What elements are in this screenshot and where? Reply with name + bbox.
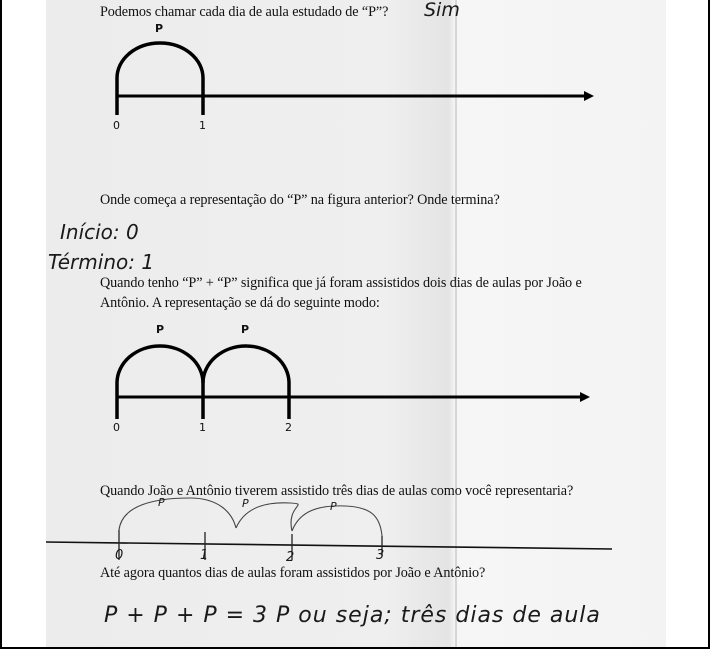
question-3-text-line-1: Quando tenho “P” + “P” significa que já foram assistidos dois dias de aulas por João e [100, 275, 582, 291]
drawing-arc-label-2: P [242, 497, 249, 510]
diagram-1-tick-0: 0 [113, 119, 120, 132]
question-1-text: Podemos chamar cada dia de aula estudado de “P”? [100, 4, 389, 20]
diagram-1-arc-label: P [155, 22, 164, 35]
question-5-handwritten-answer: P + P + P = 3 P ou seja; três dias de aula [104, 603, 601, 628]
diagram-2-tick-1: 1 [199, 421, 206, 434]
question-2-answer-end: Término: 1 [48, 250, 155, 274]
question-5-text: Até agora quantos dias de aulas foram assistidos por João e Antônio? [100, 565, 486, 581]
drawing-tick-0: 0 [115, 548, 124, 563]
diagram-2-tick-0: 0 [113, 421, 120, 434]
drawing-tick-1: 1 [200, 548, 209, 563]
question-3-text-line-2: Antônio. A representação se dá do seguinte modo: [100, 295, 380, 311]
diagram-2-arc-label-1: P [156, 323, 165, 336]
drawing-tick-2: 2 [286, 550, 295, 565]
diagram-2-tick-2: 2 [285, 421, 292, 434]
question-2-text: Onde começa a representação do “P” na figura anterior? Onde termina? [100, 192, 500, 208]
question-4-text: Quando João e Antônio tiverem assistido três dias de aulas como você representaria? [100, 483, 574, 499]
diagram-1-tick-1: 1 [199, 119, 206, 132]
drawing-arc-label-3: P [330, 500, 337, 513]
question-1-handwritten-answer: Sim [424, 0, 460, 21]
drawing-tick-3: 3 [376, 548, 385, 563]
diagram-1-number-line [117, 43, 594, 115]
student-drawn-number-line [46, 498, 612, 560]
diagram-2-number-line [117, 346, 590, 419]
question-2-answer-start: Início: 0 [60, 220, 139, 244]
diagram-2-arc-label-2: P [241, 323, 250, 336]
drawing-arc-label-1: P [158, 496, 165, 509]
